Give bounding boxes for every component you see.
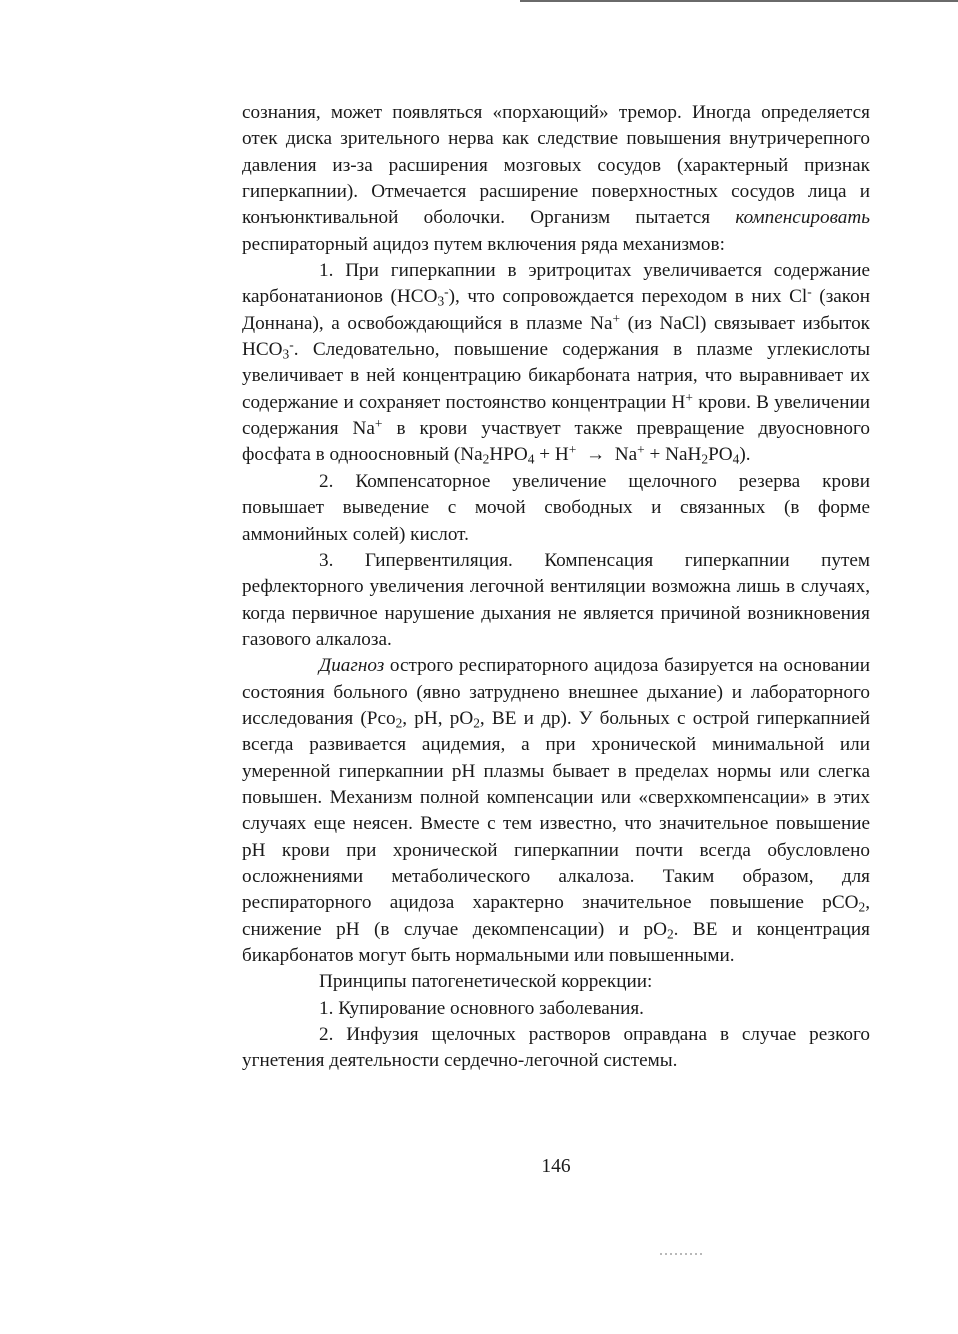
paragraph-principle-2: 2. Инфузия щелочных растворов оправдана в случае резкого угнетения деятельности сердечно-легочной системы. [242,1024,870,1072]
text-run: , BE и др). У больных с острой гиперкапнией всегда развивается ацидемия, а при хронической минимальной или умеренной гиперкапнии pH плазмы бывает в пределах нормы или слегка повышен. Механизм полной компенсации или «сверхкомпенсации» в этих случаях еще неясен. Вместе с тем известно, что значительное повышение pH крови при хронической гиперкапнии почти всегда обусловлено осложнениями метаболического алкалоза. Таким образом, для респираторного ацидоза характерно значительное повышение pCO [242,707,870,914]
text-run: 1. При гиперкапнии в эритроцитах увеличивается содержание карбонатанионов (HCO [242,260,870,308]
subscript: 4 [527,451,535,467]
text-run: HPO [489,444,528,466]
superscript: - [444,284,449,300]
subscript: 3 [282,346,290,362]
superscript: - [289,337,294,353]
text-run: в крови участвует также превращение двуосновного фосфата в одноосновный (Na [242,418,870,466]
subscript: 2 [473,715,480,731]
subscript: 2 [666,926,674,942]
scan-edge-rule [520,0,958,2]
subscript: 2 [701,451,709,467]
subscript: 2 [395,715,403,731]
scan-speck [660,1253,704,1255]
text-run: (из NaCl) связывает избыток HCO [242,312,870,361]
superscript: + [568,442,577,458]
superscript: + [612,310,621,326]
text-run: (закон Доннана), а освобождающийся в плазме Na [242,286,870,334]
subscript: 3 [437,293,445,309]
text-run: . Следовательно, повышение содержания в плазме углекислоты увеличивает в ней концентрацию бикарбоната натрия, что выравнивает их содержание и сохраняет постоянство концентрации H [242,339,870,413]
paragraph-diagnosis [242,653,870,969]
paragraph-1 [242,100,870,258]
text-run: → Na [576,444,638,466]
text-run: + NaH [644,444,702,466]
subscript: 2 [858,899,866,915]
paragraph-mechanism-1 [242,258,870,469]
paragraph-mechanism-2: 2. Компенсаторное увеличение щелочного резерва крови повышает выведение с мочой свободных и связанных (в форме аммонийных солей) кислот. [242,470,870,545]
text-run: + H [534,444,569,466]
page-body [242,100,870,1075]
superscript: + [374,416,383,432]
text-run: . BE и концентрация бикарбонатов могут быть нормальными или повышенными. [242,918,870,966]
text-run: PO [708,444,733,466]
emphasis-diagnosis: Диагноз [319,655,385,677]
text-run: ). [739,444,751,466]
subscript: 2 [482,451,490,467]
text-run: респираторный ацидоз путем включения ряда механизмов: [242,233,725,255]
paragraph-principles-heading: Принципы патогенетической коррекции: [319,971,653,993]
superscript: + [685,389,693,405]
text-run: крови. В увеличении содержания Na [242,391,870,440]
text-run: , pH, pO [402,707,474,729]
superscript: - [807,284,812,300]
text-run: ), что сопровождается переходом в них Cl [448,286,808,308]
emphasis-compensate: компенсировать [735,207,870,229]
superscript: + [637,442,645,458]
subscript: 4 [732,451,740,467]
page-number: 146 [541,1156,571,1177]
paragraph-mechanism-3: 3. Гипервентиляция. Компенсация гиперкапнии путем рефлекторного увеличения легочной вентиляции возможна лишь в случаях, когда первичное нарушение дыхания не является причиной возникновения газового алкалоза. [242,549,870,650]
text-run: острого респираторного ацидоза базируется на основании состояния больного (явно затруднено внешнее дыхание) и лабораторного исследования (Pco [242,655,870,729]
paragraph-principle-1: 1. Купирование основного заболевания. [319,997,644,1019]
text-run: , снижение pH (в случае декомпенсации) и pO [242,892,870,940]
text-run: сознания, может появляться «порхающий» тремор. Иногда определяется отек диска зрительного нерва как следствие повышения внутричерепного давления из-за расширения мозговых сосудов (характерный признак гиперкапнии). Отмечается расширение поверхностных сосудов лица и конъюнктивальной оболочки. Организм пытается [242,102,870,229]
